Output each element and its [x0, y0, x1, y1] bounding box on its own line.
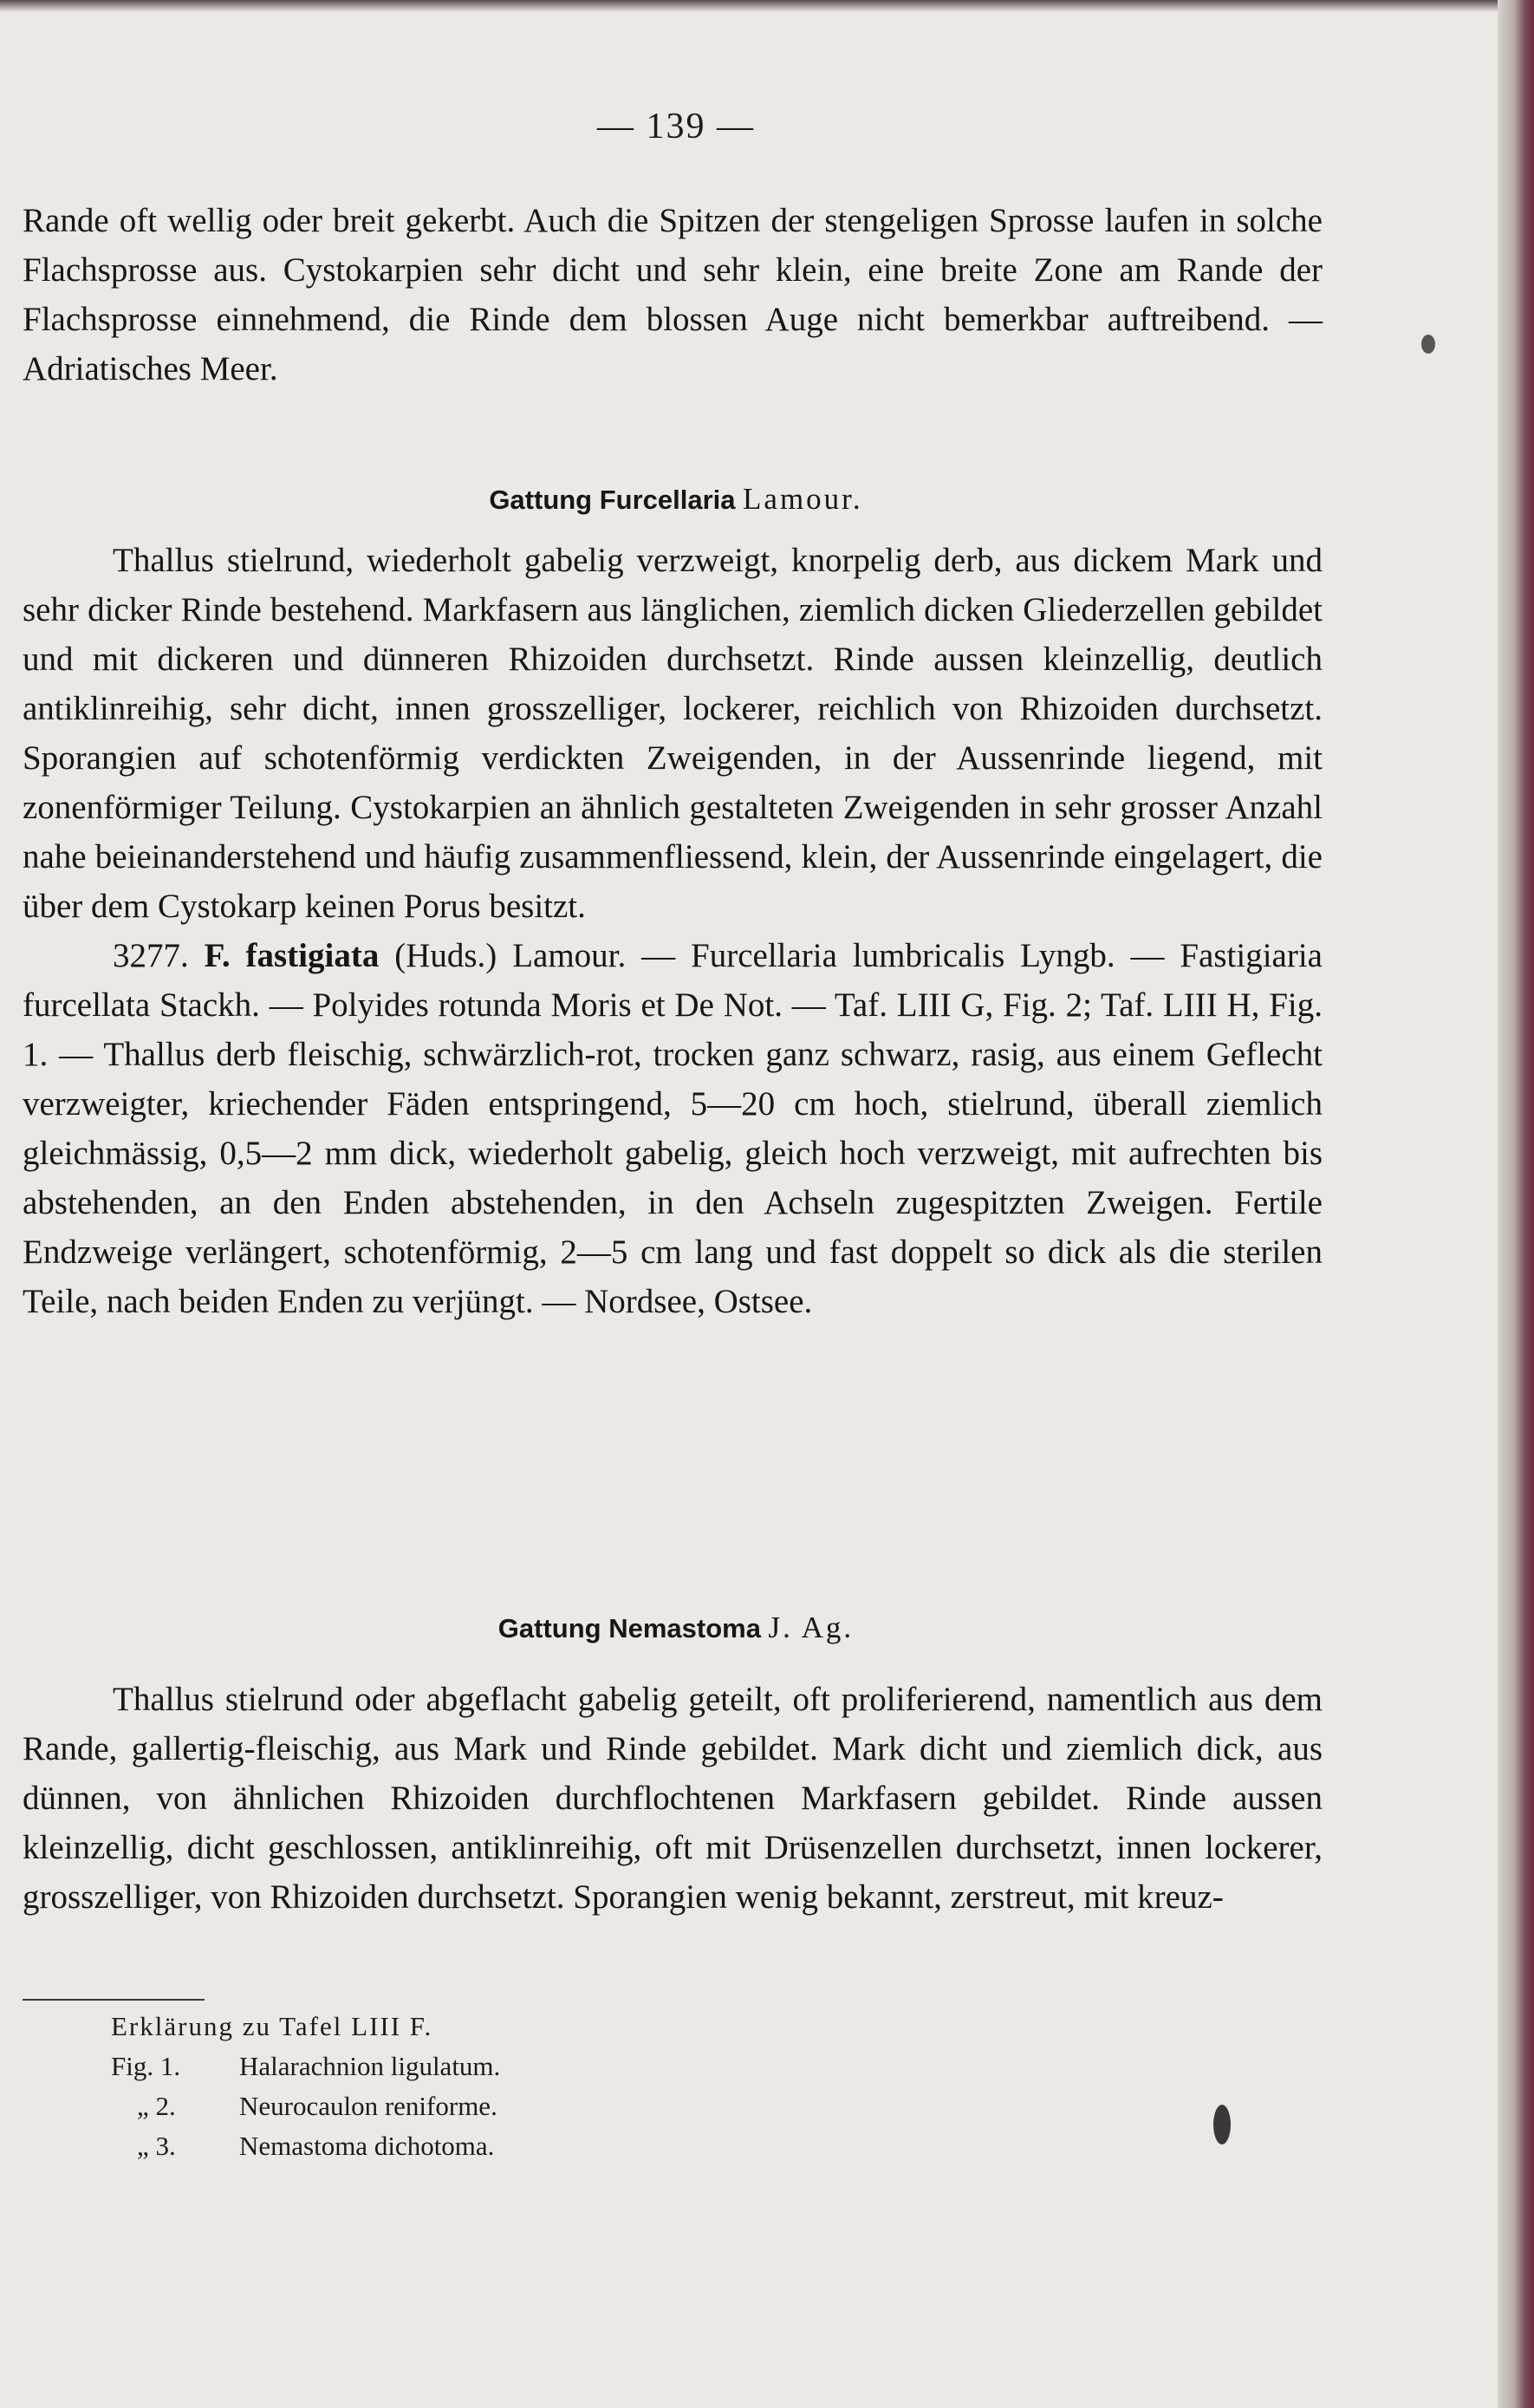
- genus-label: Gattung Furcellaria: [489, 485, 736, 515]
- species-text: (Huds.) Lamour. — Furcellaria lumbricalis Lyngb. — Fastigiaria furcellata Stackh. — Polyides rotunda Moris et De Not. — Taf. LIII G, Fig. 2; Taf. LIII H, Fig. 1. — Thallus derb fleischig, schwärzlich-rot, trocken ganz schwarz, rasig, aus einem Geflecht verzweigter, kriechender Fäden entspringend, 5—20 cm hoch, stielrund, überall ziemlich gleichmässig, 0,5—2 mm dick, wiederholt gabelig, gleich hoch verzweigt, mit aufrechten bis abstehenden, an den Enden abstehenden, in den Achseln zugespitzten Zweigen. Fertile Endzweige verlängert, schotenförmig, 2—5 cm lang und fast doppelt so dick als die sterilen Teile, nach beiden Enden zu verjüngt. — Nordsee, Ostsee.: [23, 937, 1323, 1320]
- genus-description: Thallus stielrund oder abgeflacht gabelig geteilt, oft proliferierend, namentlich aus dem Rande, gallertig-fleischig, aus Mark und Rinde gebildet. Mark dicht und ziemlich dick, aus dünnen, von ähnlichen Rhizoiden durchflochtenen Markfasern gebildet. Rinde aussen kleinzellig, dicht geschlossen, antiklinreihig, oft mit Drüsenzellen durchsetzt, innen lockerer, grosszelliger, von Rhizoiden durchsetzt. Sporangien wenig bekannt, zerstreut, mit kreuz-: [23, 1681, 1323, 1916]
- footnote-item-name: Halarachnion ligulatum.: [239, 2051, 501, 2081]
- species-entry: [23, 931, 1323, 1326]
- section-heading-furcellaria: [0, 482, 1352, 517]
- nemastoma-description-block: [23, 1675, 1323, 1922]
- intro-paragraph-block: [23, 196, 1323, 394]
- genus-label: Gattung Nemastoma: [497, 1613, 761, 1643]
- page-number: — 139 —: [597, 107, 755, 146]
- footnote-item-name: Nemastoma dichotoma.: [239, 2131, 495, 2161]
- footnote-title: Erklärung zu Tafel LIII F.: [111, 2011, 433, 2041]
- genus-author: Lamour.: [743, 482, 863, 516]
- footnote: [111, 2007, 500, 2166]
- footnote-item-prefix: „ 3.: [137, 2131, 176, 2161]
- footnote-item: [111, 2047, 500, 2086]
- footnote-divider: [23, 1999, 205, 2001]
- ink-spot: [1421, 335, 1435, 354]
- footnote-item: [111, 2086, 500, 2126]
- page-edge-shadow: [1498, 0, 1534, 2408]
- footnote-item-name: Neurocaulon reniforme.: [239, 2091, 497, 2121]
- ink-spot: [1213, 2105, 1231, 2144]
- footnote-item: [111, 2126, 500, 2166]
- species-number: 3277.: [113, 937, 189, 974]
- section-heading-nemastoma: [0, 1611, 1352, 1645]
- species-name: F. fastigiata: [204, 937, 380, 974]
- furcellaria-description-block: [23, 536, 1323, 1326]
- intro-paragraph: Rande oft wellig oder breit gekerbt. Auch die Spitzen der stengeligen Sprosse laufen in solche Flachsprosse aus. Cystokarpien sehr dicht und sehr klein, eine breite Zone am Rande der Flachsprosse einnehmend, die Rinde dem blossen Auge nicht bemerkbar auftreibend. — Adriatisches Meer.: [23, 202, 1323, 387]
- genus-description: Thallus stielrund, wiederholt gabelig verzweigt, knorpelig derb, aus dickem Mark und sehr dicker Rinde bestehend. Markfasern aus länglichen, ziemlich dicken Gliederzellen gebildet und mit dickeren und dünneren Rhizoiden durchsetzt. Rinde aussen kleinzellig, deutlich antiklinreihig, sehr dicht, innen grosszelliger, lockerer, reichlich von Rhizoiden durchsetzt. Sporangien auf schotenförmig verdickten Zweigenden, in der Aussenrinde liegend, mit zonenförmiger Teilung. Cystokarpien an ähnlich gestalteten Zweigenden in sehr grosser Anzahl nahe beieinanderstehend und häufig zusammenfliessend, klein, der Aussenrinde eingelagert, die über dem Cystokarp keinen Porus besitzt.: [23, 542, 1323, 925]
- page-top-shadow: [0, 0, 1498, 12]
- footnote-item-prefix: Fig. 1.: [111, 2051, 181, 2081]
- genus-author: J. Ag.: [768, 1611, 855, 1644]
- footnote-item-prefix: „ 2.: [137, 2091, 176, 2121]
